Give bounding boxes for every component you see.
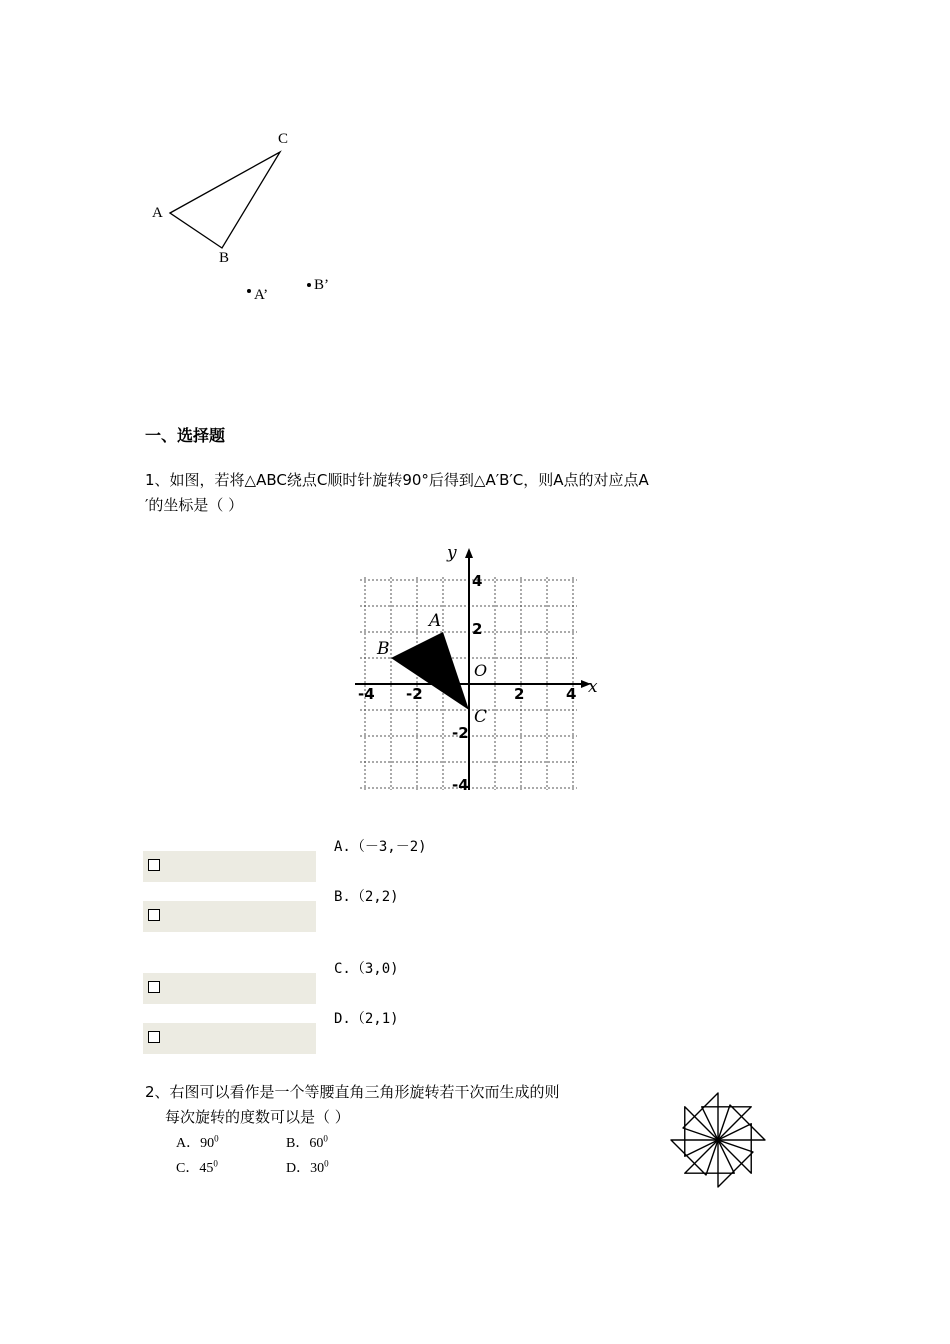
q2-option-a[interactable] [176,1132,219,1152]
pinwheel-triangle-6 [685,1140,743,1195]
pinwheel-triangle-1 [683,1093,718,1140]
q2-option-d[interactable] [286,1157,329,1177]
label-b: B [219,250,230,266]
option-a-row[interactable] [143,851,316,882]
point-b-prime [307,283,311,287]
graph-x-label: x [588,677,598,697]
q2-option-b-text: B．60 [286,1136,324,1151]
tick-x-m4: -4 [358,685,375,703]
q2-option-b-sup: 0 [323,1133,328,1144]
option-b-checkbox[interactable] [148,909,160,921]
label-b-prime: B’ [314,277,329,293]
option-c-label: C.（3,0) [334,961,399,977]
pinwheel-figure [665,1090,775,1195]
q1-text-line2: ′的坐标是（ ） [145,496,244,514]
point-a-prime [247,289,251,293]
triangle-abc [170,152,280,248]
tick-y-2: 2 [472,620,483,638]
graph-y-label: y [447,543,457,563]
option-c-checkbox[interactable] [148,981,160,993]
tick-y-m4: -4 [452,776,469,794]
pinwheel-triangle-2 [693,1090,751,1140]
q2-option-a-text: A．90 [176,1136,215,1151]
label-c: C [278,131,289,147]
pinwheel-triangle-7 [671,1140,718,1175]
q2-option-c-sup: 0 [213,1158,218,1169]
tick-x-4: 4 [566,685,577,703]
option-d-row[interactable] [143,1023,316,1054]
pinwheel-triangle-3 [718,1105,765,1140]
tick-y-m2: -2 [452,724,469,742]
tick-x-m2: -2 [406,685,423,703]
pinwheel-triangle-4 [718,1115,775,1173]
graph-point-b: B [377,639,390,659]
q2-option-d-text: D．30 [286,1161,325,1176]
label-a-prime: A’ [254,287,269,303]
q2-option-d-sup: 0 [324,1158,329,1169]
q2-option-a-sup: 0 [214,1133,219,1144]
tick-x-2: 2 [514,685,525,703]
option-b-row[interactable] [143,901,316,932]
graph-origin: O [474,661,488,680]
option-c-row[interactable] [143,973,316,1004]
q2-text-line1: 2、右图可以看作是一个等腰直角三角形旋转若干次而生成的则 [145,1083,560,1101]
option-d-label: D.（2,1) [334,1011,399,1027]
pinwheel-triangle-5 [718,1140,753,1187]
tick-y-4: 4 [472,572,483,590]
graph-point-a: A [429,611,442,631]
option-b-label: B.（2,2) [334,889,399,905]
graph-point-c: C [474,707,488,727]
section-heading: 一、选择题 [145,426,226,445]
q2-option-b[interactable] [286,1132,328,1152]
q2-option-c[interactable] [176,1157,218,1177]
q1-text-line1: 1、如图，若将△ABC绕点C顺时针旋转90°后得到△A′B′C，则A点的对应点A [145,471,649,489]
pinwheel-triangle-8 [665,1107,718,1165]
q2-option-c-text: C．45 [176,1161,214,1176]
option-a-checkbox[interactable] [148,859,160,871]
q2-text-line2: 每次旋转的度数可以是（ ） [165,1108,350,1126]
option-a-label: A.（－3,－2) [334,839,427,855]
label-a: A [152,205,163,221]
option-d-checkbox[interactable] [148,1031,160,1043]
